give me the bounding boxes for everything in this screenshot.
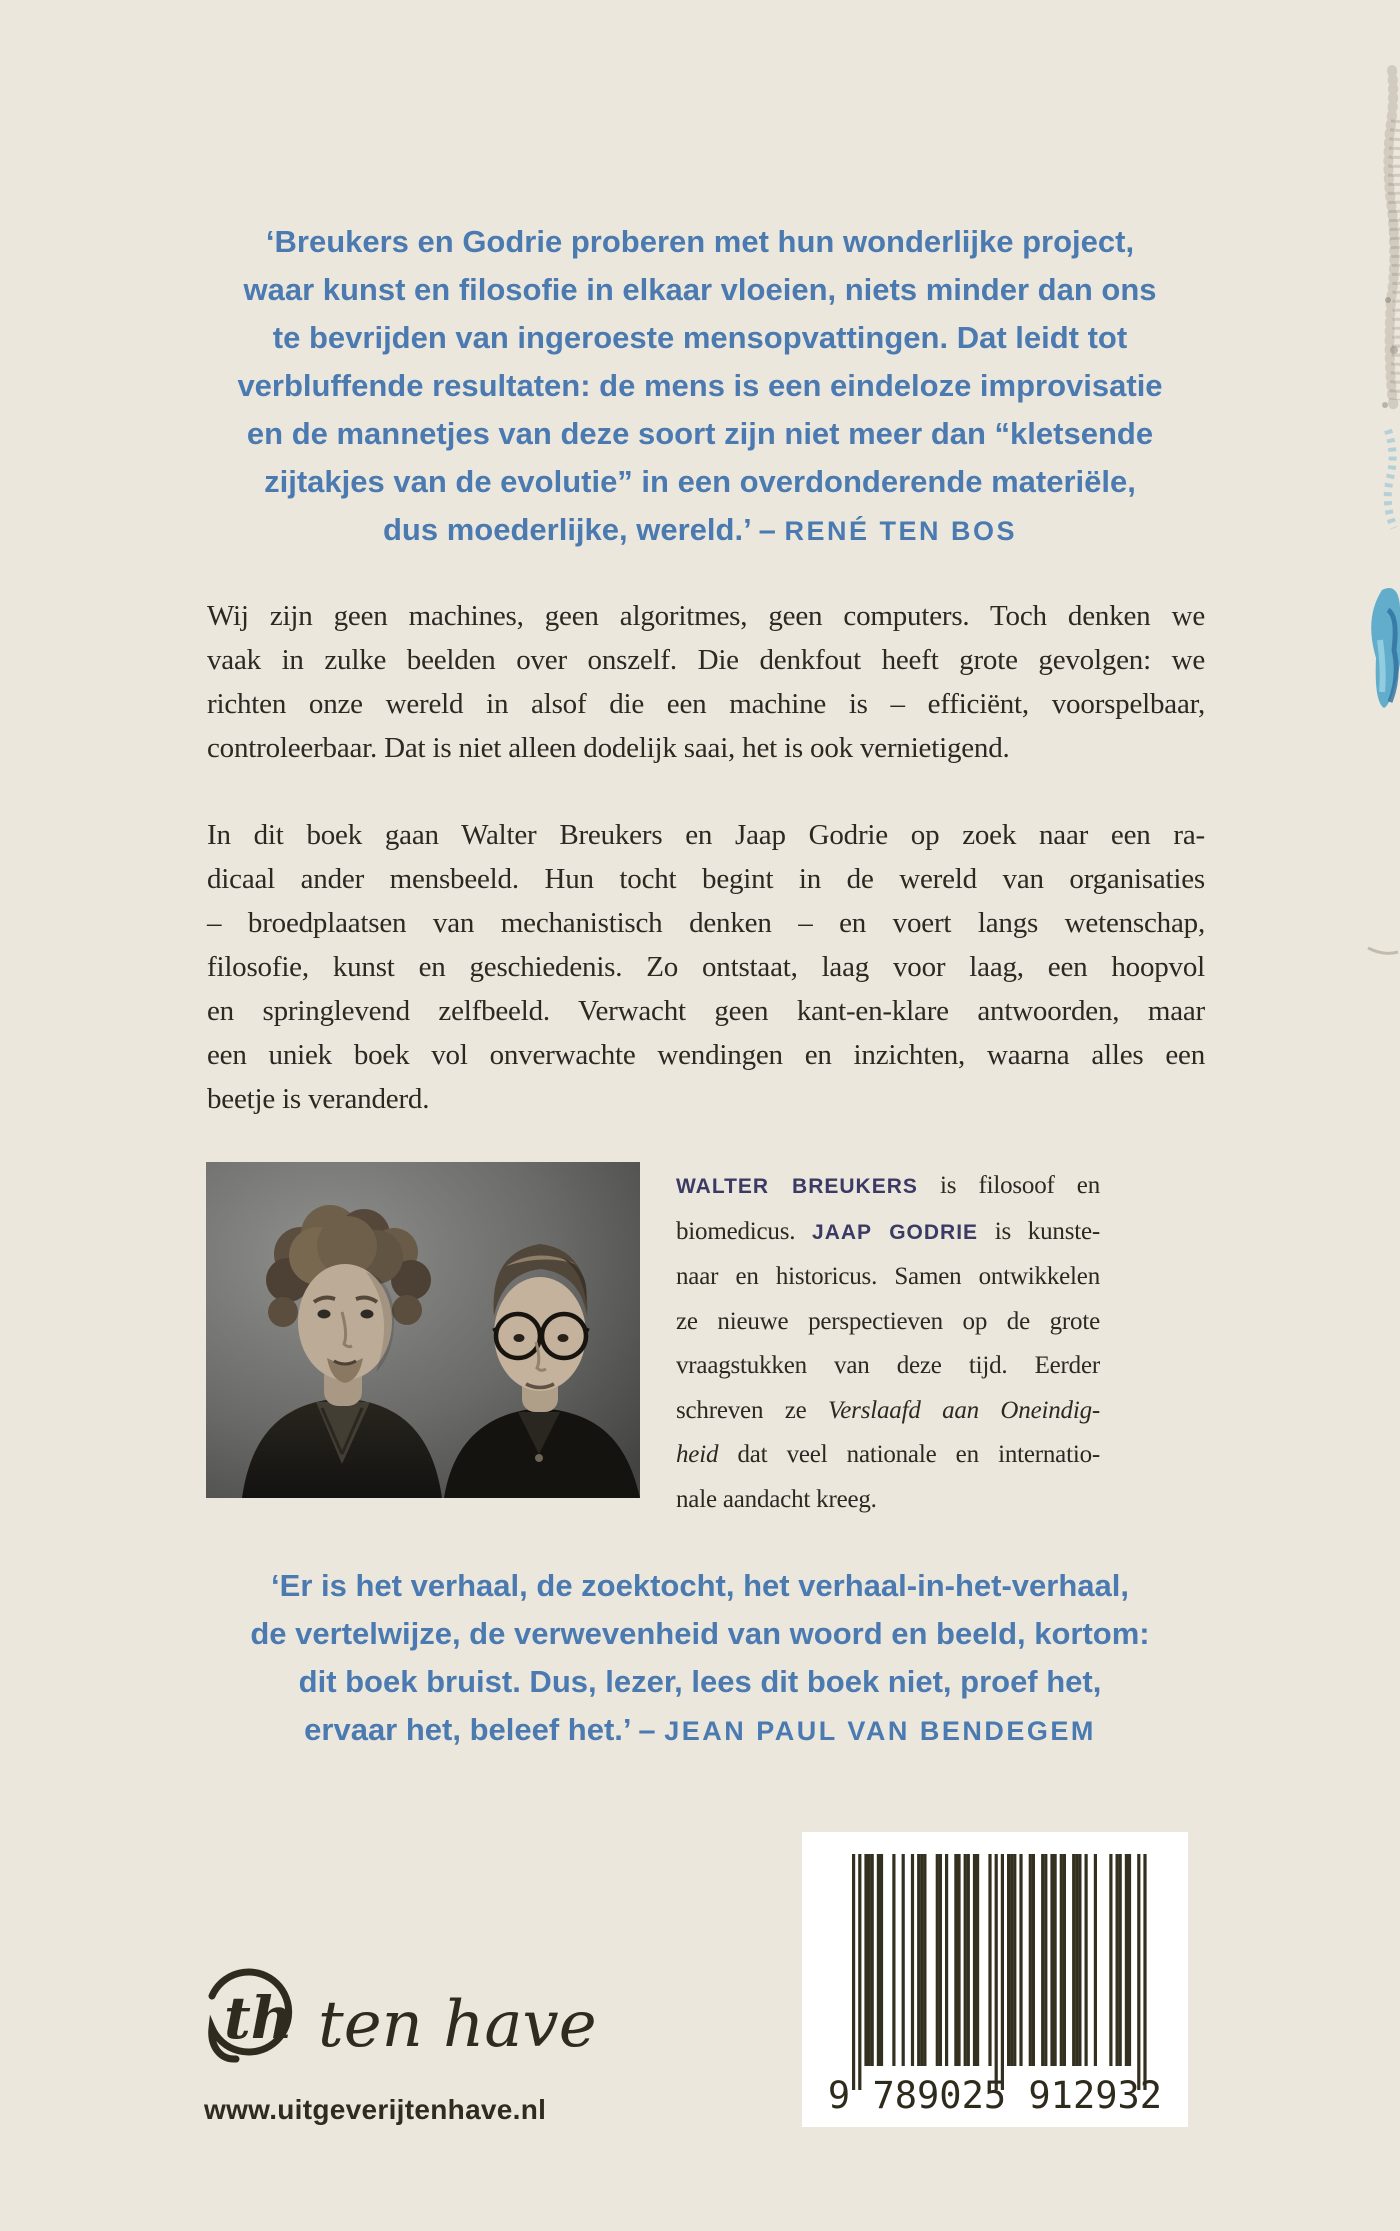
text-line <box>140 1706 1260 1755</box>
text-segment: filosofie, kunst en geschiedenis. Zo ontstaat, laag voor laag, een hoopvol <box>207 951 1205 983</box>
publisher-monogram: th <box>224 1984 293 2052</box>
barcode-bar <box>858 1854 861 2090</box>
text-segment: ervaar het, beleef het.’ – <box>304 1712 665 1747</box>
barcode-bar <box>1094 1854 1097 2066</box>
blurb-paragraph-2 <box>207 813 1205 1121</box>
text-segment: dicaal ander mensbeeld. Hun tocht begint in de wereld van organisaties <box>207 863 1205 895</box>
text-segment: JEAN PAUL VAN BENDEGEM <box>664 1716 1096 1746</box>
text-segment: te bevrijden van ingeroeste mensopvattingen. Dat leidt tot <box>272 320 1128 355</box>
text-line <box>207 638 1205 682</box>
author-bio <box>676 1164 1100 1522</box>
blurb-paragraph-1 <box>207 594 1205 770</box>
barcode-bar <box>1054 1854 1057 2066</box>
text-segment: verbluffende resultaten: de mens is een eindeloze improvisatie <box>237 368 1163 403</box>
text-line <box>676 1164 1100 1210</box>
text-segment: ‘Breukers en Godrie proberen met hun wonderlijke project, <box>265 224 1135 259</box>
text-line <box>207 726 1205 770</box>
text-line <box>676 1433 1100 1478</box>
barcode-bar <box>1143 1854 1146 2090</box>
cover-edge-illustration <box>1330 0 1400 1000</box>
text-line <box>140 266 1260 314</box>
barcode-bar <box>1010 1854 1013 2066</box>
text-segment: een uniek boek vol onverwachte wendingen en inzichten, waarna alles een <box>207 1039 1205 1071</box>
barcode-bar <box>1063 1854 1066 2066</box>
barcode-bar <box>892 1854 895 2066</box>
barcode-bar <box>1109 1854 1112 2066</box>
barcode-bar <box>920 1854 923 2066</box>
barcode-bar <box>1041 1854 1044 2066</box>
endorsement-quote-top <box>140 218 1260 555</box>
barcode-bar <box>1032 1854 1035 2066</box>
text-segment: ze nieuwe perspectieven op de grote <box>676 1307 1100 1335</box>
text-line <box>140 1562 1260 1610</box>
barcode-bar <box>1001 1854 1004 2090</box>
text-segment: beetje is veranderd. <box>207 1083 430 1115</box>
text-segment: en de mannetjes van deze soort zijn niet meer dan “kletsende <box>246 416 1154 451</box>
text-line <box>207 813 1205 857</box>
barcode-bar <box>923 1854 926 2066</box>
text-segment: is filosoof en <box>917 1172 1100 1199</box>
barcode-bar <box>976 1854 979 2066</box>
text-segment: – broedplaatsen van mechanistisch denken – en voert langs wetenschap, <box>207 907 1205 939</box>
barcode-bar <box>1013 1854 1016 2066</box>
text-segment: RENÉ TEN BOS <box>784 516 1017 546</box>
barcode-bar <box>995 1854 998 2090</box>
text-segment: ‘Er is het verhaal, de zoektocht, het verhaal-in-het-verhaal, <box>271 1568 1129 1603</box>
barcode-bar <box>957 1854 960 2066</box>
barcode-bar <box>877 1854 880 2066</box>
authors-photo <box>206 1162 640 1498</box>
barcode-bar <box>911 1854 914 2066</box>
text-line <box>207 989 1205 1033</box>
barcode-bar <box>945 1854 948 2066</box>
text-segment: JAAP GODRIE <box>812 1220 979 1244</box>
text-segment: nale aandacht kreeg. <box>676 1485 877 1513</box>
barcode-bar <box>1125 1854 1128 2066</box>
publisher-url: www.uitgeverijtenhave.nl <box>204 2094 547 2125</box>
text-line <box>140 410 1260 458</box>
barcode-bar <box>1050 1854 1053 2066</box>
text-segment: is kunste- <box>978 1217 1100 1245</box>
barcode-bar <box>1116 1854 1119 2066</box>
barcode-bar <box>902 1854 905 2066</box>
barcode-bar <box>1078 1854 1081 2066</box>
barcode-bar <box>864 1854 867 2066</box>
text-segment: schreven ze <box>676 1396 828 1424</box>
endorsement-quote-bottom <box>140 1562 1260 1755</box>
barcode-bar <box>1119 1854 1122 2066</box>
text-line <box>207 682 1205 726</box>
publisher-logo-icon <box>200 1962 296 2086</box>
barcode-bar <box>1019 1854 1022 2066</box>
text-segment: dat veel nationale en internatio- <box>718 1441 1100 1468</box>
text-segment: dit boek bruist. Dus, lezer, lees dit boek niet, proef het, <box>298 1664 1102 1699</box>
text-segment: dus moederlijke, wereld.’ – <box>383 512 785 547</box>
text-segment: naar en historicus. Samen ontwikkelen <box>676 1263 1100 1290</box>
text-segment: zijtakjes van de evolutie” in een overdonderende materiële, <box>264 464 1136 499</box>
text-segment: en springlevend zelfbeeld. Verwacht geen kant-en-klare antwoorden, maar <box>207 995 1205 1027</box>
text-line <box>140 218 1260 266</box>
text-line <box>207 594 1205 638</box>
text-segment: de vertelwijze, de verwevenheid van woord en beeld, kortom: <box>250 1616 1150 1651</box>
text-segment: Verslaafd aan Oneindig- <box>827 1396 1101 1424</box>
barcode-bar <box>1137 1854 1140 2090</box>
barcode-bar <box>939 1854 942 2066</box>
text-segment: biomedicus. <box>676 1217 813 1245</box>
text-segment: WALTER BREUKERS <box>676 1175 918 1198</box>
barcode-bar <box>936 1854 939 2066</box>
barcode-bar <box>973 1854 976 2066</box>
barcode-bar <box>1085 1854 1088 2066</box>
barcode-bar <box>967 1854 970 2066</box>
text-line <box>207 901 1205 945</box>
text-line <box>676 1478 1100 1523</box>
text-segment: heid <box>676 1441 719 1468</box>
barcode-bar <box>1044 1854 1047 2066</box>
barcode-bar <box>868 1854 871 2066</box>
barcode-bar <box>880 1854 883 2066</box>
text-segment: vraagstukken van deze tijd. Eerder <box>676 1352 1100 1379</box>
text-line <box>207 1077 1205 1121</box>
barcode-bar <box>954 1854 957 2066</box>
text-line <box>207 945 1205 989</box>
text-line <box>140 314 1260 362</box>
text-line <box>676 1210 1100 1256</box>
barcode-bar <box>988 1854 991 2066</box>
text-line <box>676 1300 1100 1345</box>
text-line <box>140 1658 1260 1706</box>
barcode-bar <box>1007 1854 1010 2066</box>
text-line <box>207 1033 1205 1077</box>
barcode-bar <box>871 1854 874 2066</box>
text-line <box>676 1389 1100 1434</box>
text-segment: waar kunst en filosofie in elkaar vloeien, niets minder dan ons <box>243 272 1157 307</box>
text-segment: richten onze wereld in alsof die een machine is – efficiënt, voorspelbaar, <box>207 688 1205 720</box>
barcode-bar <box>1128 1854 1131 2066</box>
text-line <box>140 506 1260 555</box>
publisher-name: ten have <box>318 1988 597 2062</box>
text-segment: In dit boek gaan Walter Breukers en Jaap Godrie op zoek naar een ra- <box>207 819 1205 851</box>
text-line <box>676 1255 1100 1300</box>
barcode-bar <box>964 1854 967 2066</box>
barcode-number: 9 789025 912932 <box>827 2074 1163 2117</box>
barcode-bar <box>917 1854 920 2066</box>
barcode-panel <box>802 1832 1188 2127</box>
text-line <box>140 458 1260 506</box>
barcode-bar <box>1060 1854 1063 2066</box>
text-segment: controleerbaar. Dat is niet alleen dodelijk saai, het is ook vernietigend. <box>207 732 1010 764</box>
text-line <box>207 857 1205 901</box>
text-line <box>140 1610 1260 1658</box>
barcode-bar <box>852 1854 855 2090</box>
barcode-bar <box>1072 1854 1075 2066</box>
text-segment: Wij zijn geen machines, geen algoritmes, geen computers. Toch denken we <box>207 600 1205 632</box>
text-line <box>140 362 1260 410</box>
text-line <box>676 1344 1100 1389</box>
barcode-bar <box>1029 1854 1032 2066</box>
text-segment: vaak in zulke beelden over onszelf. Die denkfout heeft grote gevolgen: we <box>207 644 1205 676</box>
barcode-bar <box>1075 1854 1078 2066</box>
